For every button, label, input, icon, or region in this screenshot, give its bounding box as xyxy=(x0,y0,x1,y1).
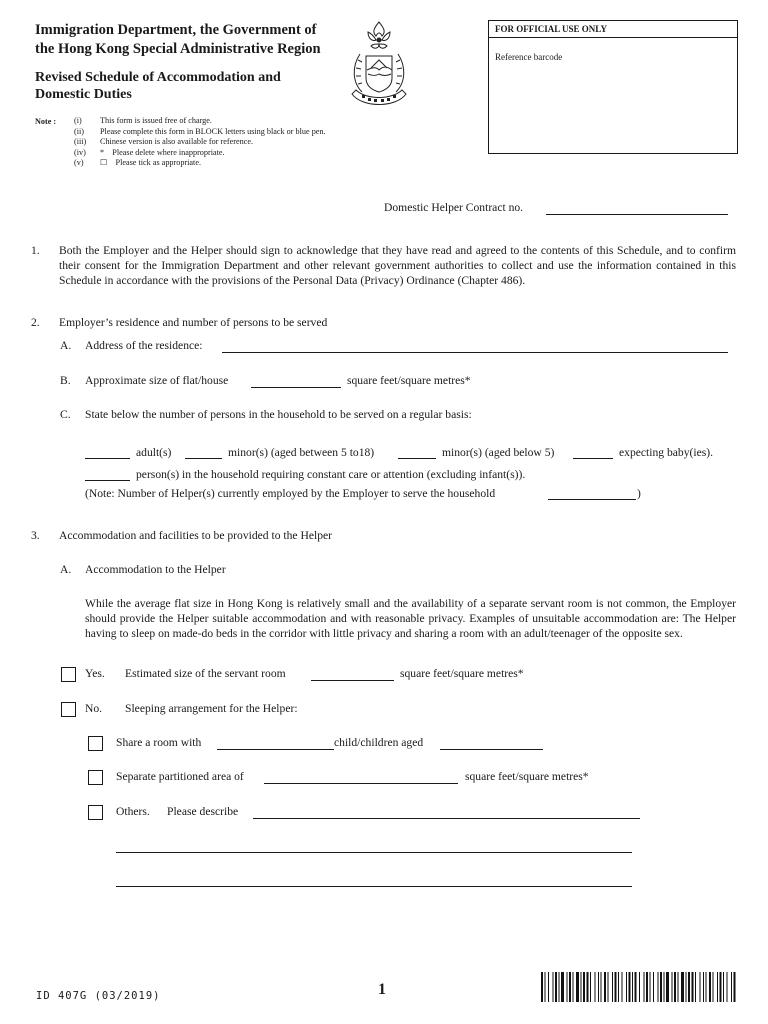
note-number: (iv) xyxy=(74,147,86,157)
note-text: ☐ Please tick as appropriate. xyxy=(100,158,202,168)
others-description-field-1[interactable] xyxy=(253,818,640,819)
share-room-label: Share a room with xyxy=(116,736,202,749)
section-2c-letter: C. xyxy=(60,408,71,421)
section-3a-letter: A. xyxy=(60,563,72,576)
others-description-field-3[interactable] xyxy=(116,886,632,887)
section-3-title: Accommodation and facilities to be provided to the Helper xyxy=(59,529,333,542)
care-persons-count-field[interactable] xyxy=(85,480,130,481)
note-item xyxy=(74,116,326,127)
contract-number-field[interactable] xyxy=(546,214,728,215)
flat-size-field[interactable] xyxy=(251,387,341,388)
yes-checkbox[interactable] xyxy=(61,667,76,682)
notes-list xyxy=(74,116,326,169)
note-number: (v) xyxy=(74,158,84,168)
section-1-number: 1. xyxy=(31,244,40,257)
servant-room-size-unit: square feet/square metres* xyxy=(400,667,524,680)
share-room-checkbox[interactable] xyxy=(88,736,103,751)
note-item xyxy=(74,137,326,148)
department-line-2: the Hong Kong Special Administrative Region xyxy=(35,41,321,57)
department-line-1: Immigration Department, the Government of xyxy=(35,22,317,38)
note-number: (ii) xyxy=(74,126,85,136)
address-field[interactable] xyxy=(222,352,728,353)
servant-room-size-label: Estimated size of the servant room xyxy=(125,667,286,680)
minors-5-18-count-field[interactable] xyxy=(185,458,222,459)
adults-label: adult(s) xyxy=(136,446,172,459)
section-2b-letter: B. xyxy=(60,374,71,387)
minors-below-5-label: minor(s) (aged below 5) xyxy=(442,446,555,459)
share-room-with-field[interactable] xyxy=(217,749,334,750)
note-text: Please complete this form in BLOCK letters using black or blue pen. xyxy=(100,126,326,136)
note-item xyxy=(74,158,326,169)
partitioned-area-unit: square feet/square metres* xyxy=(465,770,589,783)
expecting-baby-count-field[interactable] xyxy=(573,458,613,459)
official-use-title: FOR OFFICIAL USE ONLY xyxy=(489,21,737,38)
children-age-field[interactable] xyxy=(440,749,543,750)
no-checkbox[interactable] xyxy=(61,702,76,717)
note-item xyxy=(74,148,326,159)
note-number: (i) xyxy=(74,116,82,125)
contract-number-label: Domestic Helper Contract no. xyxy=(384,201,524,214)
form-title-line-1: Revised Schedule of Accommodation and xyxy=(35,70,281,85)
official-use-box xyxy=(488,20,738,154)
reference-barcode-label: Reference barcode xyxy=(495,52,563,62)
page-number: 1 xyxy=(378,981,386,998)
helpers-note-text: (Note: Number of Helper(s) currently employed by the Employer to serve the household xyxy=(85,487,496,500)
partitioned-area-size-field[interactable] xyxy=(264,783,458,784)
flat-size-label: Approximate size of flat/house xyxy=(85,374,229,387)
servant-room-size-field[interactable] xyxy=(311,680,394,681)
section-2-title: Employer’s residence and number of persons to be served xyxy=(59,316,328,329)
adults-count-field[interactable] xyxy=(85,458,130,459)
others-label: Others. xyxy=(116,805,150,818)
yes-label: Yes. xyxy=(85,667,105,680)
children-aged-label: child/children aged xyxy=(334,736,424,749)
form-code: ID 407G (03/2019) xyxy=(36,990,161,1002)
note-number: (iii) xyxy=(74,137,87,147)
expecting-baby-label: expecting baby(ies). xyxy=(619,446,714,459)
minors-below-5-count-field[interactable] xyxy=(398,458,436,459)
note-text: This form is issued free of charge. xyxy=(100,116,212,125)
note-item xyxy=(74,127,326,138)
household-persons-label: State below the number of persons in the household to be served on a regular basis: xyxy=(85,408,472,421)
department-name xyxy=(35,21,321,59)
section-2-number: 2. xyxy=(31,316,40,329)
others-checkbox[interactable] xyxy=(88,805,103,820)
minors-5-18-label: minor(s) (aged between 5 to18) xyxy=(228,446,375,459)
note-text: * Please delete where inappropriate. xyxy=(100,147,225,157)
please-describe-label: Please describe xyxy=(167,805,239,818)
form-title-line-2: Domestic Duties xyxy=(35,87,132,102)
accommodation-subtitle: Accommodation to the Helper xyxy=(85,563,226,576)
care-persons-label: person(s) in the household requiring constant care or attention (excluding infant(s)). xyxy=(136,468,526,481)
helpers-note-close: ) xyxy=(637,487,641,500)
sleeping-arrangement-label: Sleeping arrangement for the Helper: xyxy=(125,702,298,715)
accommodation-guidance-paragraph: While the average flat size in Hong Kong is relatively small and the availability of a separate servant room is not common, the Employer should provide the Helper suitable accommodation and with reasonable privacy. Examples of unsuitable accommodation are: The Helper having to sleep on made-do beds in the corridor with little privacy and sharing a room with an adult/teenager of the opposite sex. xyxy=(85,597,736,640)
partitioned-area-label: Separate partitioned area of xyxy=(116,770,244,783)
note-label: Note : xyxy=(35,117,57,126)
no-label: No. xyxy=(85,702,103,715)
section-1-consent-text: Both the Employer and the Helper should sign to acknowledge that they have read and agreed to the contents of this Schedule, and to confirm their consent for the Immigration Department and other relevant government authorities to collect and use the information contained in this Schedule in accordance with the provisions of the Personal Data (Privacy) Ordinance (Chapter 486). xyxy=(59,244,736,287)
helpers-count-field[interactable] xyxy=(548,499,636,500)
form-title xyxy=(35,69,281,103)
section-3-number: 3. xyxy=(31,529,40,542)
others-description-field-2[interactable] xyxy=(116,852,632,853)
section-2a-letter: A. xyxy=(60,339,72,352)
partitioned-area-checkbox[interactable] xyxy=(88,770,103,785)
hk-immigration-emblem xyxy=(344,18,414,110)
address-label: Address of the residence: xyxy=(85,339,203,352)
reference-barcode xyxy=(541,972,737,1002)
note-text: Chinese version is also available for reference. xyxy=(100,137,253,147)
flat-size-unit: square feet/square metres* xyxy=(347,374,471,387)
